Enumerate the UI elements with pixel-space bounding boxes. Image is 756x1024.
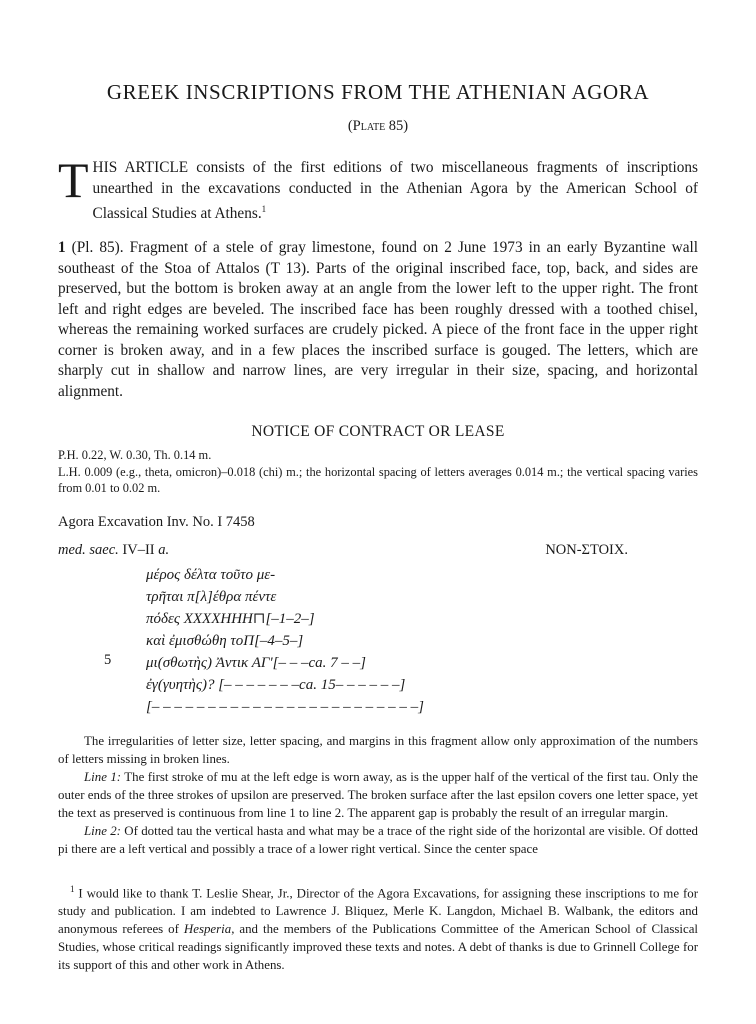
section-1-paragraph	[58, 238, 698, 402]
article-title: GREEK INSCRIPTIONS FROM THE ATHENIAN AGORA	[106, 80, 650, 104]
line-2-label: Line 2:	[84, 824, 121, 838]
inscription-line: ἐγ(γυητὴς)? [– – – – – – –ca. 15– – – – – –]	[146, 677, 406, 693]
stoichedon-label: NON-ΣΤΟΙΧ.	[545, 542, 628, 558]
inscription-line: μέρος δέλτα τοῦτο με-	[146, 567, 276, 583]
inscription-line: μι(σθωτὴς) Ἀντικ ΑΓ'[– – –ca. 7 – –]	[146, 655, 366, 671]
line-1-label: Line 1:	[84, 770, 122, 784]
date-suffix: a.	[158, 542, 170, 558]
footnote-text	[58, 880, 698, 974]
inscription-line: [– – – – – – – – – – – – – – – – – – – – – – – –]	[146, 699, 424, 715]
measurements	[58, 447, 698, 497]
inscription-line: πόδες ΧΧΧΧΗΗΗ⊓[–1–2–]	[146, 611, 315, 627]
footnote-part-a: I would like to thank T. Leslie Shear, Jr., Director of the Agora Excavations, for assigning these inscriptions to me for study and publication. I am indebted to Lawrence J. Bliquez, Merle K. Langdon, Michael B. Walbank, the editors and anonymous referees of	[58, 886, 698, 937]
inscription-line: καὶ ἐμισθώθη τοΠ[–4–5–]	[146, 633, 304, 649]
plate-label: (Plate 85)	[347, 118, 409, 134]
date-line	[58, 542, 169, 559]
intro-text: HIS ARTICLE consists of the first editions of two miscellaneous fragments of inscriptions unearthed in the excavations conducted in the Athenian Agora by the American School of Classical Studies at Athens.	[92, 159, 698, 223]
commentary-intro: The irregularities of letter size, letter spacing, and margins in this fragment allow only approximation of the numbers of letters missing in broken lines.	[58, 734, 698, 766]
dimensions: P.H. 0.22, W. 0.30, Th. 0.14 m.	[58, 448, 212, 462]
footnote-part-b: , and the members of the Publications Committee of the American School of Classical Studies, whose critical readings significantly improved these texts and notes. A debt of thanks is due to Grinnell College for its support of this and other work in Athens.	[58, 922, 699, 973]
drop-cap: T	[58, 152, 89, 208]
commentary	[58, 732, 698, 858]
section-number: 1	[58, 239, 66, 256]
section-1-text: (Pl. 85). Fragment of a stele of gray limestone, found on 2 June 1973 in an early Byzantine wall southeast of the Stoa of Attalos (T 13). Parts of the original inscribed face, top, back, and sides are preserved, but the bottom is broken away at an angle from the lower left to the upper right. The front left and right edges are beveled. The inscribed face has been roughly dressed with a toothed chisel, whereas the remaining worked surfaces are crudely picked. A piece of the front face in the upper right corner is broken away, and in a few places the inscribed surface is gouged. The letters, which are sharply cut in shallow and narrow lines, are very irregular in their size, spacing, and horizontal alignment.	[58, 239, 698, 400]
inventory-number: Agora Excavation Inv. No. I 7458	[58, 514, 255, 530]
intro-paragraph	[58, 152, 698, 225]
line-2-text: Of dotted tau the vertical hasta and what may be a trace of the right side of the horizontal are visible. Of dotted pi there are a left vertical and possibly a trace of a lower right vertical. Since the center space	[58, 824, 698, 856]
inscription-text	[104, 564, 424, 718]
inscription-line: τρῆται π[λ]έθρα πέντε	[146, 589, 277, 605]
commentary-line-1	[58, 768, 698, 822]
line-1-text: The first stroke of mu at the left edge is worn away, as is the upper half of the vertical of the first tau. Only the outer ends of the three strokes of upsilon are preserved. The broken surface after the last epsilon covers one letter space, yet the text as preserved is continuous from line 1 to line 2. The apparent gap is probably the result of an irregular margin.	[58, 770, 698, 820]
date-roman: IV–II	[122, 542, 155, 558]
letter-heights: L.H. 0.009 (e.g., theta, omicron)–0.018 (chi) m.; the horizontal spacing of letters averages 0.014 m.; the vertical spacing varies from 0.01 to 0.02 m.	[58, 464, 698, 495]
commentary-line-2	[58, 822, 698, 858]
footnote-ref[interactable]: 1	[261, 204, 267, 214]
section-heading: NOTICE OF CONTRACT OR LEASE	[251, 423, 505, 440]
line-number: 5	[104, 652, 112, 668]
footnote-marker: 1	[70, 884, 75, 894]
journal-name: Hesperia	[183, 922, 232, 937]
plate-reference	[58, 118, 698, 135]
footnote	[58, 880, 698, 974]
date-prefix: med. saec.	[58, 542, 119, 558]
